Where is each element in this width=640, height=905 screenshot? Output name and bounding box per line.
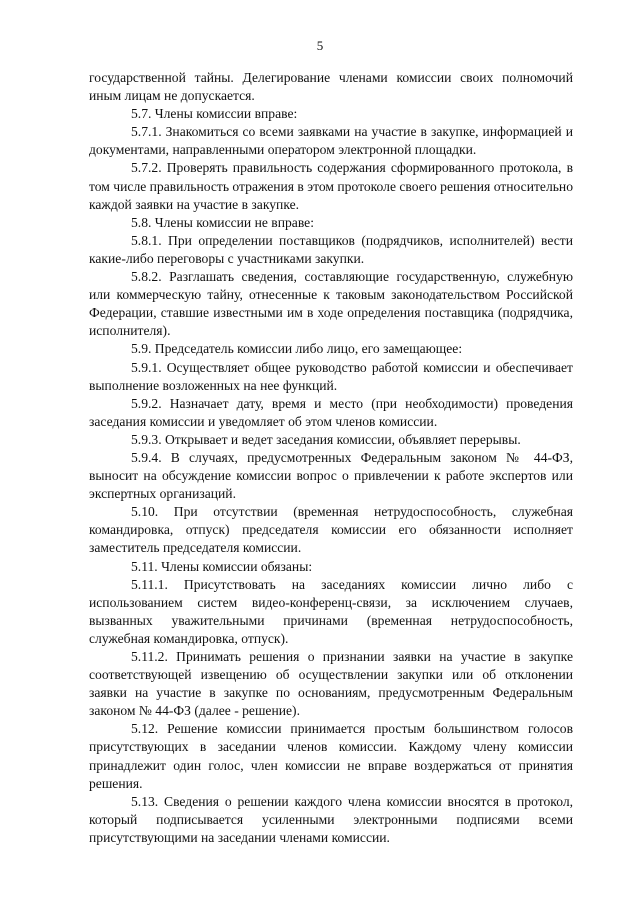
paragraph: 5.12. Решение комиссии принимается простым большинством голосов присутствующих в заседании членов комиссии. Каждому члену комиссии принадлежит один голос, член комиссии не вправе воздержаться от принятия решения. xyxy=(89,721,573,791)
paragraph: 5.11.1. Присутствовать на заседаниях комиссии лично либо с использованием систем видео-конференц-связи, за исключением случаев, вызванных уважительными причинами (временная нетрудоспособность, служебная командировка, отпуск). xyxy=(89,576,573,646)
paragraph: государственной тайны. Делегирование членами комиссии своих полномочий иным лицам не допускается. xyxy=(89,70,573,104)
paragraph: 5.9.3. Открывает и ведет заседания комиссии, объявляет перерывы. xyxy=(131,431,521,447)
paragraph: 5.9.2. Назначает дату, время и место (при необходимости) проведения заседания комиссии и уведомляет об этом членов комиссии. xyxy=(89,395,573,429)
document-body xyxy=(89,69,573,847)
paragraph: 5.7.1. Знакомиться со всеми заявками на участие в закупке, информацией и документами, направленными оператором электронной площадки. xyxy=(89,124,573,158)
paragraph: 5.8.2. Разглашать сведения, составляющие государственную, служебную или коммерческую тайну, отнесенные к таковым законодательством Российской Федерации, ставшие известными им в ходе определения поставщика (подрядчика, исполнителя). xyxy=(89,269,573,339)
paragraph: 5.7. Члены комиссии вправе: xyxy=(131,106,298,122)
paragraph: 5.9. Председатель комиссии либо лицо, его замещающее: xyxy=(131,341,463,357)
paragraph: 5.13. Сведения о решении каждого члена комиссии вносятся в протокол, который подписывается усиленными электронными подписями всеми присутствующими на заседании членами комиссии. xyxy=(89,793,573,845)
paragraph: 5.11.2. Принимать решения о признании заявки на участие в закупке соответствующей извещению об осуществлении закупки или об отклонении заявки на участие в закупке по основаниям, предусмотренным Федеральным законом № 44-ФЗ (далее - решение). xyxy=(89,649,573,719)
paragraph: 5.8.1. При определении поставщиков (подрядчиков, исполнителей) вести какие-либо переговоры с участниками закупки. xyxy=(89,232,573,266)
page-number: 5 xyxy=(316,38,324,53)
paragraph: 5.10. При отсутствии (временная нетрудоспособность, служебная командировка, отпуск) председателя комиссии его обязанности исполняет заместитель председателя комиссии. xyxy=(89,504,573,556)
paragraph: 5.11. Члены комиссии обязаны: xyxy=(131,558,313,574)
paragraph: 5.9.1. Осуществляет общее руководство работой комиссии и обеспечивает выполнение возложенных на нее функций. xyxy=(89,359,573,393)
paragraph: 5.7.2. Проверять правильность содержания сформированного протокола, в том числе правильность отражения в этом протоколе своего решения относительно каждой заявки на участие в закупке. xyxy=(89,160,573,212)
paragraph: 5.9.4. В случаях, предусмотренных Федеральным законом № 44-ФЗ, выносит на обсуждение комиссии вопрос о привлечении к работе экспертов или экспертных организаций. xyxy=(89,449,573,502)
paragraph: 5.8. Члены комиссии не вправе: xyxy=(131,214,314,230)
